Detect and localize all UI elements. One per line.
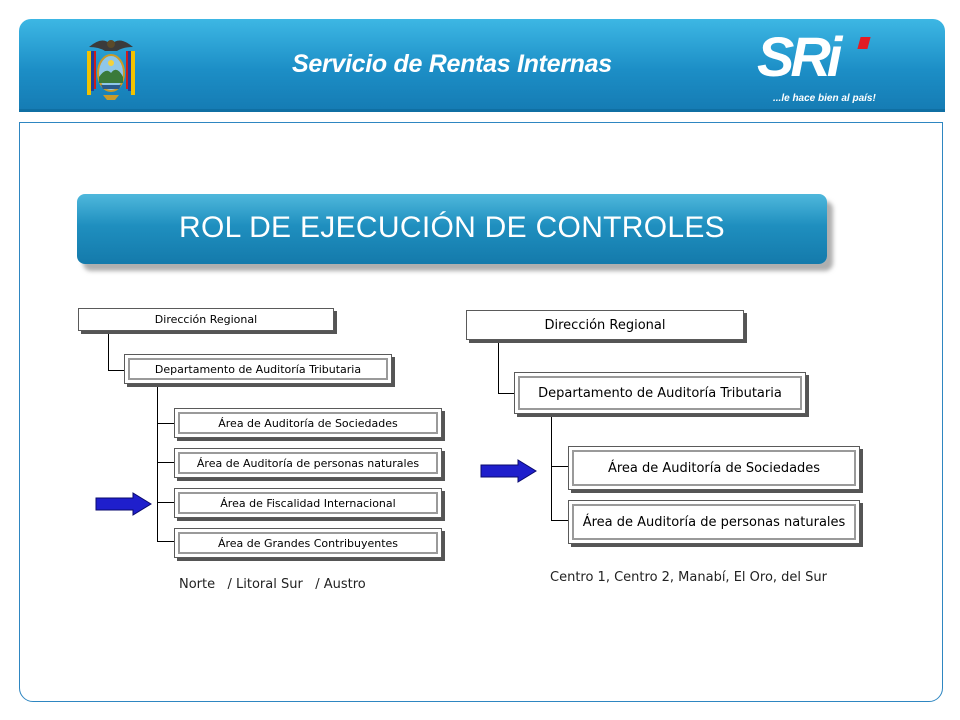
org-box-area <box>174 448 442 478</box>
connector-line <box>498 340 499 394</box>
org-box-area <box>174 488 442 518</box>
connector-line <box>157 462 174 463</box>
left-chart-caption: Norte / Litoral Sur / Austro <box>179 577 366 592</box>
org-box-label: Área de Auditoría de personas naturales <box>582 514 846 530</box>
org-box-label: Departamento de Auditoría Tributaria <box>154 362 362 376</box>
connector-line <box>551 520 568 521</box>
title-bar <box>77 194 827 264</box>
connector-line <box>551 466 568 467</box>
org-box-label: Área de Fiscalidad Internacional <box>220 496 396 510</box>
org-box-label: Área de Grandes Contribuyentes <box>217 536 399 550</box>
header-banner <box>19 19 945 112</box>
connector-line <box>108 370 125 371</box>
connector-line <box>551 414 552 520</box>
logo-text: SRi <box>757 25 839 88</box>
org-box-label: Área de Auditoría de Sociedades <box>607 460 821 476</box>
ecuador-coat-of-arms-icon <box>81 33 141 103</box>
connector-line <box>157 502 174 503</box>
arrow-right-icon <box>480 459 538 483</box>
org-box-department <box>124 354 392 384</box>
org-box-label: Área de Auditoría de Sociedades <box>218 416 398 430</box>
org-box-area <box>174 408 442 438</box>
logo-tagline: ...le hace bien al país! <box>773 93 876 104</box>
org-name: Servicio de Rentas Internas <box>292 50 612 78</box>
org-box-label: Departamento de Auditoría Tributaria <box>538 385 782 401</box>
logo-accent <box>857 37 870 49</box>
org-box-department <box>514 372 806 414</box>
org-box-root <box>466 310 744 340</box>
org-box-label: Área de Auditoría de personas naturales <box>196 456 420 470</box>
org-box-label: Dirección Regional <box>544 317 666 333</box>
connector-line <box>157 423 174 424</box>
org-box-area <box>174 528 442 558</box>
org-box-area <box>568 446 860 490</box>
arrow-right-icon <box>95 492 153 516</box>
slide-title: ROL DE EJECUCIÓN DE CONTROLES <box>178 211 725 244</box>
connector-line <box>108 331 109 371</box>
org-box-area <box>568 500 860 544</box>
sri-logo <box>747 25 907 112</box>
org-box-label: Dirección Regional <box>154 313 258 326</box>
connector-line <box>498 393 514 394</box>
right-chart-caption: Centro 1, Centro 2, Manabí, El Oro, del Sur <box>550 570 827 585</box>
connector-line <box>157 541 174 542</box>
org-box-root <box>78 308 334 331</box>
connector-line <box>157 384 158 542</box>
